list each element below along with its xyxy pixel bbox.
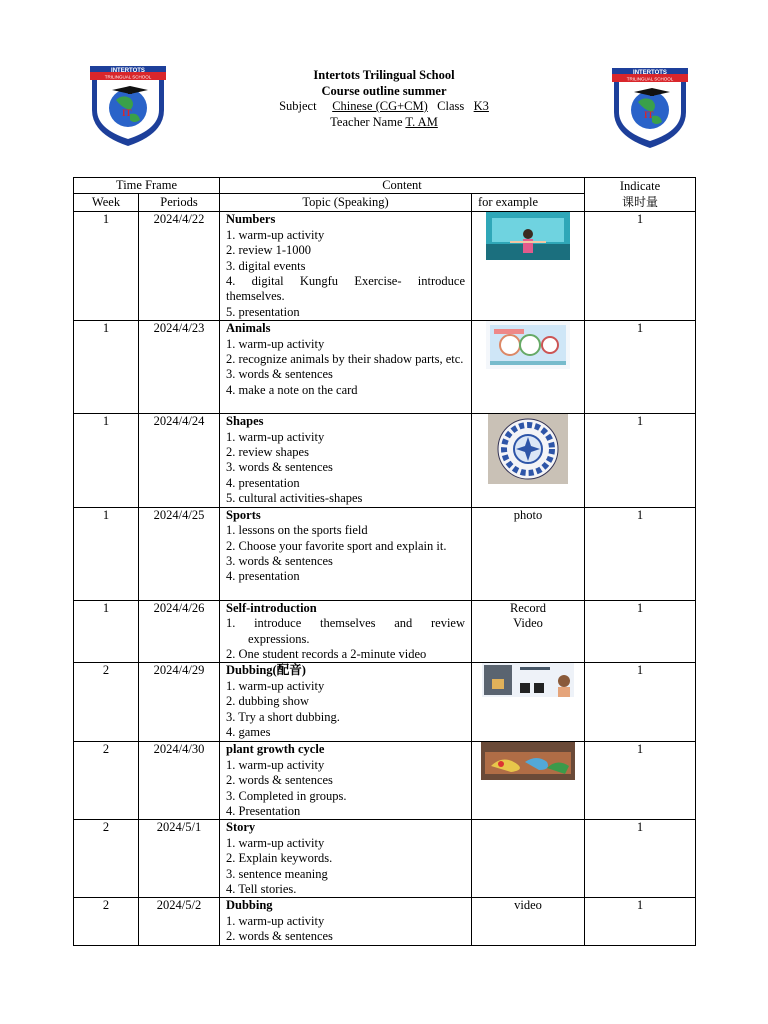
table-row [74,898,696,945]
svg-text:IT: IT [644,110,654,120]
class-value: K3 [473,99,489,113]
topic-item: 2. review shapes [226,445,309,460]
subject-value: Chinese (CG+CM) [332,99,428,113]
week-cell: 2 [74,742,139,820]
topic-item: 3. sentence meaning [226,866,328,881]
example-cell [472,212,585,321]
week-cell: 1 [74,414,139,507]
topic-title: Story [226,820,256,835]
indicate-cell: 1 [585,414,696,507]
week-cell: 1 [74,507,139,600]
table-row [74,742,696,820]
class-label: Class [437,99,465,113]
topic-cell [220,507,472,600]
header-topic: Topic (Speaking) [220,194,472,212]
stage-photo [486,212,570,260]
logo-text-bottom: TRILINGUAL SCHOOL [104,74,152,80]
indicate-cell: 1 [585,212,696,321]
example-text: Record [509,600,547,615]
example-cell [472,820,585,898]
paper-plate-photo [488,414,568,484]
table-row [74,414,696,507]
topic-item: 2. review 1-1000 [226,243,312,258]
topic-cell [220,742,472,820]
topic-item: 1. warm-up activity [226,429,325,444]
topic-cell [220,898,472,945]
table-row [74,507,696,600]
topic-item: 3. words & sentences [226,553,333,568]
teacher-value: T. AM [405,114,438,129]
example-text: Video [513,616,543,631]
period-cell: 2024/5/2 [139,898,220,945]
week-cell: 2 [74,663,139,742]
topic-title: Self-introduction [226,600,317,615]
topic-cell [220,820,472,898]
topic-cell [220,600,472,663]
week-cell: 2 [74,820,139,898]
example-cell [472,742,585,820]
outline-title: Course outline summer [321,83,447,98]
topic-item: 2. recognize animals by their shadow parts, etc. [226,352,464,367]
indicate-cell: 1 [585,742,696,820]
topic-cell [220,212,472,321]
table-body [74,212,696,945]
animal-card-photo [486,321,570,369]
example-cell [472,600,585,663]
table-row [74,600,696,663]
topic-item: 4. Tell stories. [226,881,297,896]
topic-item: 1. lessons on the sports field [226,523,368,538]
topic-item: 1. warm-up activity [226,678,325,693]
period-cell: 2024/4/25 [139,507,220,600]
course-outline-table [73,177,696,946]
topic-title: Numbers [226,212,276,227]
topic-item: 2. Explain keywords. [226,851,333,866]
document-header [0,68,768,130]
logo-text-top: INTERTOTS [111,68,145,74]
topic-item: 1. warm-up activity [226,227,325,242]
header-periods: Periods [139,194,220,212]
topic-item: 2. words & sentences [226,773,333,788]
topic-item: 4. presentation [226,475,300,490]
week-cell: 2 [74,898,139,945]
example-cell [472,663,585,742]
week-cell: 1 [74,600,139,663]
topic-item: 1. warm-up activity [226,835,325,850]
period-cell: 2024/4/22 [139,212,220,321]
topic-item: 5. cultural activities-shapes [226,491,363,506]
period-cell: 2024/4/29 [139,663,220,742]
header-example: for example [472,194,585,212]
topic-title: plant growth cycle [226,742,325,757]
week-cell: 1 [74,212,139,321]
topic-item: 4. presentation [226,569,300,584]
topic-item: 3. Completed in groups. [226,788,347,803]
topic-title: Dubbing(配音) [226,663,306,678]
example-cell [472,321,585,414]
header-indicate-en: Indicate [619,179,661,194]
table-row [74,820,696,898]
period-cell: 2024/4/23 [139,321,220,414]
period-cell: 2024/4/26 [139,600,220,663]
topic-title: Dubbing [226,898,273,913]
topic-title: Shapes [226,414,264,429]
indicate-cell: 1 [585,898,696,945]
dubbing-slide-photo [482,663,574,697]
topic-title: Sports [226,507,261,522]
example-cell [472,898,585,945]
topic-item: 1. warm-up activity [226,757,325,772]
topic-item: 3. Try a short dubbing. [226,709,340,724]
header-time-frame: Time Frame [74,178,220,194]
table-row [74,321,696,414]
period-cell: 2024/4/30 [139,742,220,820]
svg-text:TRILINGUAL SCHOOL: TRILINGUAL SCHOOL [626,76,674,82]
topic-item: 1. warm-up activity [226,913,325,928]
topic-title: Animals [226,321,271,336]
teacher-line [0,115,768,131]
topic-item: 2. Choose your favorite sport and explain it. [226,538,447,553]
topic-item: 3. digital events [226,258,306,273]
indicate-cell: 1 [585,321,696,414]
topic-item: 3. words & sentences [226,367,333,382]
period-cell: 2024/5/1 [139,820,220,898]
period-cell: 2024/4/24 [139,414,220,507]
topic-item: 3. words & sentences [226,460,333,475]
example-text: video [514,898,542,913]
topic-item: 5. presentation [226,304,300,319]
topic-cell [220,663,472,742]
indicate-cell: 1 [585,663,696,742]
topic-item: 1. warm-up activity [226,336,325,351]
teacher-label: Teacher Name [330,114,403,129]
header-week: Week [74,194,139,212]
svg-text:INTERTOTS: INTERTOTS [633,70,667,76]
topic-item: 4. make a note on the card [226,382,358,397]
topic-item: 2. One student records a 2-minute video [226,646,427,661]
table-row [74,663,696,742]
table-row [74,212,696,321]
topic-item: 1. introduce themselves and review expressions. [226,616,465,646]
header-indicate-cn: 课时量 [621,194,658,209]
school-name: Intertots Trilingual School [313,68,455,82]
topic-item: 4. games [226,724,271,739]
example-cell [472,507,585,600]
group-work-photo [481,742,575,780]
header-content: Content [220,178,585,194]
topic-cell [220,414,472,507]
topic-item: 2. words & sentences [226,929,333,944]
week-cell: 1 [74,321,139,414]
topic-item: 4. digital Kungfu Exercise- introduce themselves. [226,274,465,304]
svg-text:IT: IT [122,108,132,118]
topic-item: 2. dubbing show [226,694,309,709]
subject-class-line [0,99,768,115]
example-text: photo [513,507,543,522]
indicate-cell: 1 [585,507,696,600]
subject-label: Subject [279,99,317,113]
topic-cell [220,321,472,414]
indicate-cell: 1 [585,600,696,663]
header-indicate [585,178,696,212]
topic-item: 4. Presentation [226,803,301,818]
example-cell [472,414,585,507]
indicate-cell: 1 [585,820,696,898]
